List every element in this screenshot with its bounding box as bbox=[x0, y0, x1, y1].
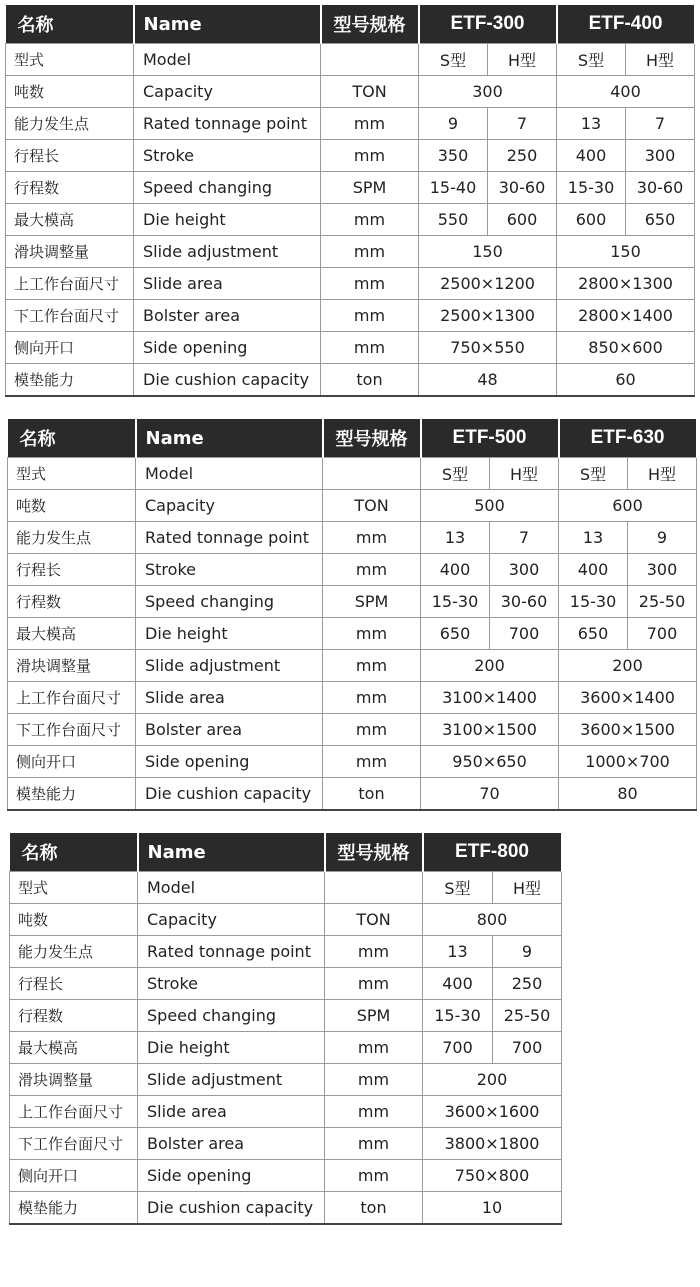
spec-label-en: Capacity bbox=[134, 76, 321, 108]
spec-value: 7 bbox=[488, 108, 557, 140]
spec-value: H型 bbox=[493, 872, 562, 904]
spec-value: H型 bbox=[490, 458, 559, 490]
table-row bbox=[6, 204, 695, 236]
header-name-cn: 名称 bbox=[10, 833, 138, 872]
spec-unit: mm bbox=[321, 236, 419, 268]
spec-label-en: Slide adjustment bbox=[136, 650, 323, 682]
table-row bbox=[8, 458, 697, 490]
spec-value: 700 bbox=[490, 618, 559, 650]
spec-value: 2500×1300 bbox=[419, 300, 557, 332]
spec-label-cn: 上工作台面尺寸 bbox=[10, 1096, 138, 1128]
spec-value: 250 bbox=[493, 968, 562, 1000]
spec-value: 13 bbox=[423, 936, 493, 968]
header-spec: 型号规格 bbox=[323, 419, 421, 458]
spec-unit: mm bbox=[325, 1128, 423, 1160]
spec-label-cn: 下工作台面尺寸 bbox=[6, 300, 134, 332]
spec-label-cn: 模垫能力 bbox=[10, 1192, 138, 1225]
spec-label-cn: 能力发生点 bbox=[8, 522, 136, 554]
spec-value: 300 bbox=[419, 76, 557, 108]
spec-label-cn: 行程长 bbox=[6, 140, 134, 172]
spec-label-en: Speed changing bbox=[134, 172, 321, 204]
spec-value: 300 bbox=[626, 140, 695, 172]
spec-value: 7 bbox=[490, 522, 559, 554]
spec-value: 700 bbox=[423, 1032, 493, 1064]
spec-unit: SPM bbox=[321, 172, 419, 204]
spec-value: 400 bbox=[559, 554, 628, 586]
spec-value: 550 bbox=[419, 204, 488, 236]
spec-unit: ton bbox=[325, 1192, 423, 1225]
header-name-cn: 名称 bbox=[6, 5, 134, 44]
spec-value: 3600×1400 bbox=[559, 682, 697, 714]
spec-value: 200 bbox=[559, 650, 697, 682]
table-row bbox=[6, 44, 695, 76]
table-row bbox=[10, 1096, 562, 1128]
spec-value: 2800×1400 bbox=[557, 300, 695, 332]
spec-unit: mm bbox=[323, 618, 421, 650]
spec-value: 650 bbox=[421, 618, 490, 650]
spec-value: 800 bbox=[423, 904, 562, 936]
spec-unit: mm bbox=[321, 300, 419, 332]
table-row bbox=[8, 682, 697, 714]
spec-value: 3100×1500 bbox=[421, 714, 559, 746]
spec-label-cn: 能力发生点 bbox=[10, 936, 138, 968]
spec-unit: TON bbox=[323, 490, 421, 522]
spec-value: H型 bbox=[488, 44, 557, 76]
spec-value: 15-30 bbox=[559, 586, 628, 618]
spec-unit bbox=[321, 44, 419, 76]
table-row bbox=[6, 172, 695, 204]
table-row bbox=[10, 1160, 562, 1192]
spec-value: 13 bbox=[559, 522, 628, 554]
spec-unit: mm bbox=[325, 1160, 423, 1192]
spec-label-en: Speed changing bbox=[136, 586, 323, 618]
table-row bbox=[8, 522, 697, 554]
table-row bbox=[8, 778, 697, 811]
table-row bbox=[6, 236, 695, 268]
spec-label-cn: 侧向开口 bbox=[10, 1160, 138, 1192]
header-name-en: Name bbox=[134, 5, 321, 44]
spec-unit: ton bbox=[323, 778, 421, 811]
model-name: ETF-300 bbox=[419, 5, 557, 44]
table-row bbox=[6, 364, 695, 397]
model-name: ETF-400 bbox=[557, 5, 695, 44]
spec-unit: mm bbox=[321, 204, 419, 236]
spec-label-cn: 上工作台面尺寸 bbox=[8, 682, 136, 714]
spec-label-cn: 滑块调整量 bbox=[8, 650, 136, 682]
spec-value: 3800×1800 bbox=[423, 1128, 562, 1160]
spec-value: 13 bbox=[421, 522, 490, 554]
spec-label-cn: 行程数 bbox=[8, 586, 136, 618]
spec-value: 3100×1400 bbox=[421, 682, 559, 714]
spec-label-en: Side opening bbox=[138, 1160, 325, 1192]
spec-label-en: Slide adjustment bbox=[134, 236, 321, 268]
spec-value: 600 bbox=[488, 204, 557, 236]
spec-value: 500 bbox=[421, 490, 559, 522]
spec-label-en: Stroke bbox=[138, 968, 325, 1000]
spec-value: 60 bbox=[557, 364, 695, 397]
header-spec: 型号规格 bbox=[325, 833, 423, 872]
table-row bbox=[10, 936, 562, 968]
spec-label-cn: 模垫能力 bbox=[8, 778, 136, 811]
spec-label-cn: 最大模高 bbox=[6, 204, 134, 236]
spec-label-en: Stroke bbox=[136, 554, 323, 586]
spec-label-cn: 行程数 bbox=[10, 1000, 138, 1032]
spec-value: 200 bbox=[421, 650, 559, 682]
spec-value: 650 bbox=[626, 204, 695, 236]
spec-value: 9 bbox=[628, 522, 697, 554]
spec-label-cn: 下工作台面尺寸 bbox=[10, 1128, 138, 1160]
spec-label-en: Die cushion capacity bbox=[134, 364, 321, 397]
table-row bbox=[10, 1128, 562, 1160]
spec-unit: mm bbox=[325, 968, 423, 1000]
spec-label-cn: 滑块调整量 bbox=[10, 1064, 138, 1096]
spec-value: 150 bbox=[557, 236, 695, 268]
spec-value: 2500×1200 bbox=[419, 268, 557, 300]
spec-label-en: Side opening bbox=[134, 332, 321, 364]
spec-value: 600 bbox=[559, 490, 697, 522]
spec-label-cn: 吨数 bbox=[8, 490, 136, 522]
table-header bbox=[8, 419, 697, 458]
header-name-cn: 名称 bbox=[8, 419, 136, 458]
table-row bbox=[10, 872, 562, 904]
spec-value: 700 bbox=[493, 1032, 562, 1064]
spec-label-en: Die cushion capacity bbox=[136, 778, 323, 811]
spec-unit: mm bbox=[325, 1096, 423, 1128]
spec-label-en: Slide adjustment bbox=[138, 1064, 325, 1096]
spec-unit: mm bbox=[323, 554, 421, 586]
table-row bbox=[6, 332, 695, 364]
spec-label-en: Capacity bbox=[138, 904, 325, 936]
spec-label-en: Stroke bbox=[134, 140, 321, 172]
table-row bbox=[10, 1032, 562, 1064]
spec-value: 30-60 bbox=[488, 172, 557, 204]
header-name-en: Name bbox=[136, 419, 323, 458]
spec-label-en: Bolster area bbox=[136, 714, 323, 746]
spec-value: 400 bbox=[421, 554, 490, 586]
table-header bbox=[10, 833, 562, 872]
spec-value: 650 bbox=[559, 618, 628, 650]
spec-label-cn: 侧向开口 bbox=[8, 746, 136, 778]
spec-unit: SPM bbox=[325, 1000, 423, 1032]
spec-label-en: Slide area bbox=[138, 1096, 325, 1128]
table-row bbox=[8, 746, 697, 778]
spec-value: S型 bbox=[557, 44, 626, 76]
spec-value: S型 bbox=[559, 458, 628, 490]
spec-value: 400 bbox=[557, 140, 626, 172]
spec-value: 750×550 bbox=[419, 332, 557, 364]
spec-value: 7 bbox=[626, 108, 695, 140]
spec-value: 300 bbox=[628, 554, 697, 586]
spec-value: 15-30 bbox=[421, 586, 490, 618]
spec-value: 400 bbox=[557, 76, 695, 108]
spec-label-en: Capacity bbox=[136, 490, 323, 522]
table-row bbox=[10, 1000, 562, 1032]
spec-value: 15-30 bbox=[557, 172, 626, 204]
spec-label-cn: 型式 bbox=[6, 44, 134, 76]
spec-value: H型 bbox=[628, 458, 697, 490]
spec-value: 15-40 bbox=[419, 172, 488, 204]
spec-value: 9 bbox=[419, 108, 488, 140]
spec-label-cn: 能力发生点 bbox=[6, 108, 134, 140]
table-row bbox=[8, 618, 697, 650]
spec-label-en: Rated tonnage point bbox=[136, 522, 323, 554]
model-name: ETF-630 bbox=[559, 419, 697, 458]
spec-value: 10 bbox=[423, 1192, 562, 1225]
table-row bbox=[8, 586, 697, 618]
spec-unit: mm bbox=[321, 140, 419, 172]
spec-unit: mm bbox=[323, 682, 421, 714]
spec-label-cn: 吨数 bbox=[6, 76, 134, 108]
spec-unit: mm bbox=[323, 746, 421, 778]
spec-value: 30-60 bbox=[626, 172, 695, 204]
spec-label-cn: 上工作台面尺寸 bbox=[6, 268, 134, 300]
spec-label-en: Die height bbox=[138, 1032, 325, 1064]
spec-value: 3600×1600 bbox=[423, 1096, 562, 1128]
header-name-en: Name bbox=[138, 833, 325, 872]
spec-label-en: Model bbox=[138, 872, 325, 904]
table-row bbox=[8, 554, 697, 586]
table-row bbox=[6, 140, 695, 172]
spec-unit: TON bbox=[321, 76, 419, 108]
spec-label-cn: 行程长 bbox=[8, 554, 136, 586]
spec-label-cn: 模垫能力 bbox=[6, 364, 134, 397]
spec-value: 150 bbox=[419, 236, 557, 268]
table-row bbox=[10, 1192, 562, 1225]
spec-label-en: Rated tonnage point bbox=[134, 108, 321, 140]
spec-value: 80 bbox=[559, 778, 697, 811]
spec-label-cn: 滑块调整量 bbox=[6, 236, 134, 268]
table-row bbox=[10, 904, 562, 936]
spec-value: 25-50 bbox=[493, 1000, 562, 1032]
spec-label-en: Die height bbox=[134, 204, 321, 236]
spec-label-cn: 吨数 bbox=[10, 904, 138, 936]
spec-label-en: Side opening bbox=[136, 746, 323, 778]
spec-value: 400 bbox=[423, 968, 493, 1000]
spec-label-en: Bolster area bbox=[138, 1128, 325, 1160]
spec-value: 950×650 bbox=[421, 746, 559, 778]
spec-label-en: Model bbox=[136, 458, 323, 490]
spec-unit: mm bbox=[323, 650, 421, 682]
spec-unit: mm bbox=[321, 268, 419, 300]
spec-value: H型 bbox=[626, 44, 695, 76]
table-row bbox=[6, 300, 695, 332]
table-row bbox=[8, 490, 697, 522]
spec-unit: TON bbox=[325, 904, 423, 936]
spec-label-en: Model bbox=[134, 44, 321, 76]
header-spec: 型号规格 bbox=[321, 5, 419, 44]
spec-unit: mm bbox=[321, 108, 419, 140]
spec-label-cn: 型式 bbox=[8, 458, 136, 490]
spec-value: 15-30 bbox=[423, 1000, 493, 1032]
spec-table bbox=[5, 5, 696, 397]
spec-unit bbox=[325, 872, 423, 904]
spec-value: 13 bbox=[557, 108, 626, 140]
model-name: ETF-500 bbox=[421, 419, 559, 458]
spec-value: 9 bbox=[493, 936, 562, 968]
spec-value: 300 bbox=[490, 554, 559, 586]
table-row bbox=[10, 968, 562, 1000]
table-row bbox=[10, 1064, 562, 1096]
spec-value: 48 bbox=[419, 364, 557, 397]
spec-label-cn: 侧向开口 bbox=[6, 332, 134, 364]
spec-value: 750×800 bbox=[423, 1160, 562, 1192]
spec-unit: SPM bbox=[323, 586, 421, 618]
spec-unit: mm bbox=[323, 714, 421, 746]
spec-value: S型 bbox=[421, 458, 490, 490]
spec-unit: ton bbox=[321, 364, 419, 397]
spec-value: 350 bbox=[419, 140, 488, 172]
spec-value: 2800×1300 bbox=[557, 268, 695, 300]
spec-label-en: Speed changing bbox=[138, 1000, 325, 1032]
spec-label-en: Die cushion capacity bbox=[138, 1192, 325, 1225]
spec-unit: mm bbox=[325, 1032, 423, 1064]
spec-label-en: Slide area bbox=[134, 268, 321, 300]
spec-label-cn: 最大模高 bbox=[8, 618, 136, 650]
table-row bbox=[6, 268, 695, 300]
spec-value: 200 bbox=[423, 1064, 562, 1096]
spec-unit: mm bbox=[323, 522, 421, 554]
table-row bbox=[6, 108, 695, 140]
spec-unit: mm bbox=[321, 332, 419, 364]
model-name: ETF-800 bbox=[423, 833, 562, 872]
spec-value: S型 bbox=[423, 872, 493, 904]
spec-label-cn: 行程长 bbox=[10, 968, 138, 1000]
spec-unit bbox=[323, 458, 421, 490]
spec-value: 70 bbox=[421, 778, 559, 811]
spec-value: S型 bbox=[419, 44, 488, 76]
spec-label-en: Die height bbox=[136, 618, 323, 650]
spec-label-en: Rated tonnage point bbox=[138, 936, 325, 968]
spec-table bbox=[7, 419, 698, 811]
table-row bbox=[8, 650, 697, 682]
spec-label-en: Slide area bbox=[136, 682, 323, 714]
spec-value: 3600×1500 bbox=[559, 714, 697, 746]
table-header bbox=[6, 5, 695, 44]
spec-label-cn: 型式 bbox=[10, 872, 138, 904]
spec-label-cn: 行程数 bbox=[6, 172, 134, 204]
spec-label-cn: 下工作台面尺寸 bbox=[8, 714, 136, 746]
spec-value: 30-60 bbox=[490, 586, 559, 618]
spec-unit: mm bbox=[325, 936, 423, 968]
spec-value: 600 bbox=[557, 204, 626, 236]
spec-table bbox=[9, 833, 563, 1225]
spec-unit: mm bbox=[325, 1064, 423, 1096]
spec-label-cn: 最大模高 bbox=[10, 1032, 138, 1064]
spec-value: 1000×700 bbox=[559, 746, 697, 778]
spec-value: 250 bbox=[488, 140, 557, 172]
spec-value: 850×600 bbox=[557, 332, 695, 364]
spec-value: 25-50 bbox=[628, 586, 697, 618]
table-row bbox=[8, 714, 697, 746]
table-row bbox=[6, 76, 695, 108]
spec-label-en: Bolster area bbox=[134, 300, 321, 332]
spec-value: 700 bbox=[628, 618, 697, 650]
